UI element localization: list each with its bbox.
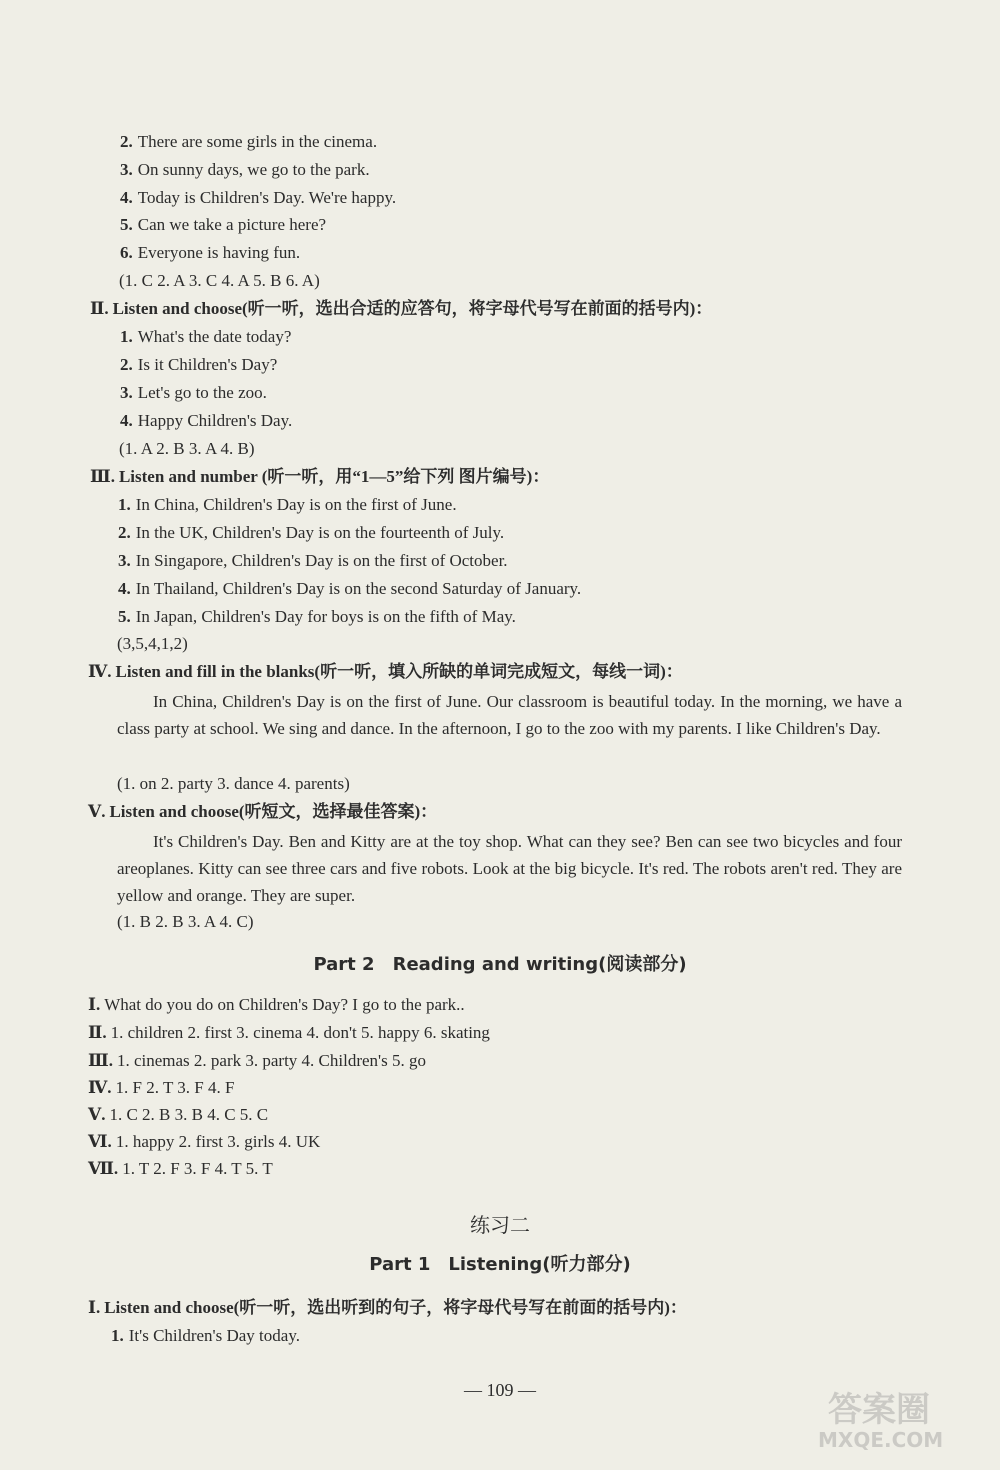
list-item: 6. Everyone is having fun. (120, 243, 301, 262)
answer-row: Ⅳ. 1. F 2. T 3. F 4. F (88, 1078, 235, 1097)
answer-row: Ⅱ. 1. children 2. first 3. cinema 4. don't 5. happy 6. skating (88, 1023, 490, 1042)
list-item: 3. Let's go to the zoo. (120, 383, 267, 402)
answer-key: (3,5,4,1,2) (117, 634, 188, 653)
list-item: 3. In Singapore, Children's Day is on the first of October. (118, 551, 508, 570)
list-item: 2. There are some girls in the cinema. (120, 132, 378, 151)
answer-row: Ⅶ. 1. T 2. F 3. F 4. T 5. T (88, 1159, 273, 1178)
section-heading: Ⅰ. Listen and choose(听一听，选出听到的句子，将字母代号写在前面的括号内)： (88, 1298, 687, 1317)
passage: It's Children's Day. Ben and Kitty are at the toy shop. What can they see? Ben can see two bicycles and four areoplanes. Kitty can see three cars and five robots. Look at the big bicycle. It's red. The robots aren't red. They are yellow and orange. They are super. (117, 832, 902, 905)
section-heading: Ⅳ. Listen and fill in the blanks(听一听，填入所缺的单词完成短文，每线一词)： (88, 662, 683, 681)
answer-row: Ⅰ. What do you do on Children's Day? I go to the park.. (88, 995, 465, 1014)
answer-key: (1. C 2. A 3. C 4. A 5. B 6. A) (119, 271, 320, 290)
list-item: 2. In the UK, Children's Day is on the fourteenth of July. (118, 523, 505, 542)
list-item: 4. Today is Children's Day. We're happy. (120, 188, 397, 207)
section-heading: Ⅴ. Listen and choose(听短文，选择最佳答案)： (88, 802, 438, 821)
list-item: 1. It's Children's Day today. (111, 1326, 300, 1345)
answer-row: Ⅴ. 1. C 2. B 3. B 4. C 5. C (88, 1105, 269, 1124)
passage: In China, Children's Day is on the first of June. Our classroom is beautiful today. In the morning, we have a class party at school. We sing and dance. In the afternoon, I go to the zoo with my parents. I like Children's Day. (117, 692, 902, 738)
watermark-logo (818, 1382, 988, 1462)
list-item: 1. In China, Children's Day is on the first of June. (118, 495, 457, 514)
answer-key: (1. A 2. B 3. A 4. B) (119, 439, 255, 458)
part1-title: Part 1 Listening(听力部分) (369, 1254, 631, 1275)
answer-row: Ⅵ. 1. happy 2. first 3. girls 4. UK (88, 1132, 321, 1151)
watermark-text-bottom: MXQE.COM (818, 1428, 944, 1452)
answer-row: Ⅲ. 1. cinemas 2. park 3. party 4. Children's 5. go (88, 1051, 426, 1070)
list-item: 3. On sunny days, we go to the park. (120, 160, 370, 179)
watermark-text-top: 答案圈 (828, 1390, 930, 1430)
answer-key: (1. B 2. B 3. A 4. C) (117, 912, 254, 931)
list-item: 5. Can we take a picture here? (120, 215, 327, 234)
list-item: 2. Is it Children's Day? (120, 355, 278, 374)
page-number: — 109 — (464, 1380, 536, 1400)
list-item: 5. In Japan, Children's Day for boys is on the fifth of May. (118, 607, 516, 626)
answer-key: (1. on 2. party 3. dance 4. parents) (117, 774, 350, 793)
list-item: 4. In Thailand, Children's Day is on the second Saturday of January. (118, 579, 582, 598)
list-item: 4. Happy Children's Day. (120, 411, 293, 430)
section-heading: Ⅱ. Listen and choose(听一听，选出合适的应答句，将字母代号写在前面的括号内)： (90, 299, 713, 318)
list-item: 1. What's the date today? (120, 327, 292, 346)
exercise-title: 练习二 (470, 1213, 530, 1237)
section-heading: Ⅲ. Listen and number (听一听，用“1—5”给下列 图片编号)： (90, 467, 550, 486)
part2-title: Part 2 Reading and writing(阅读部分) (313, 954, 687, 975)
